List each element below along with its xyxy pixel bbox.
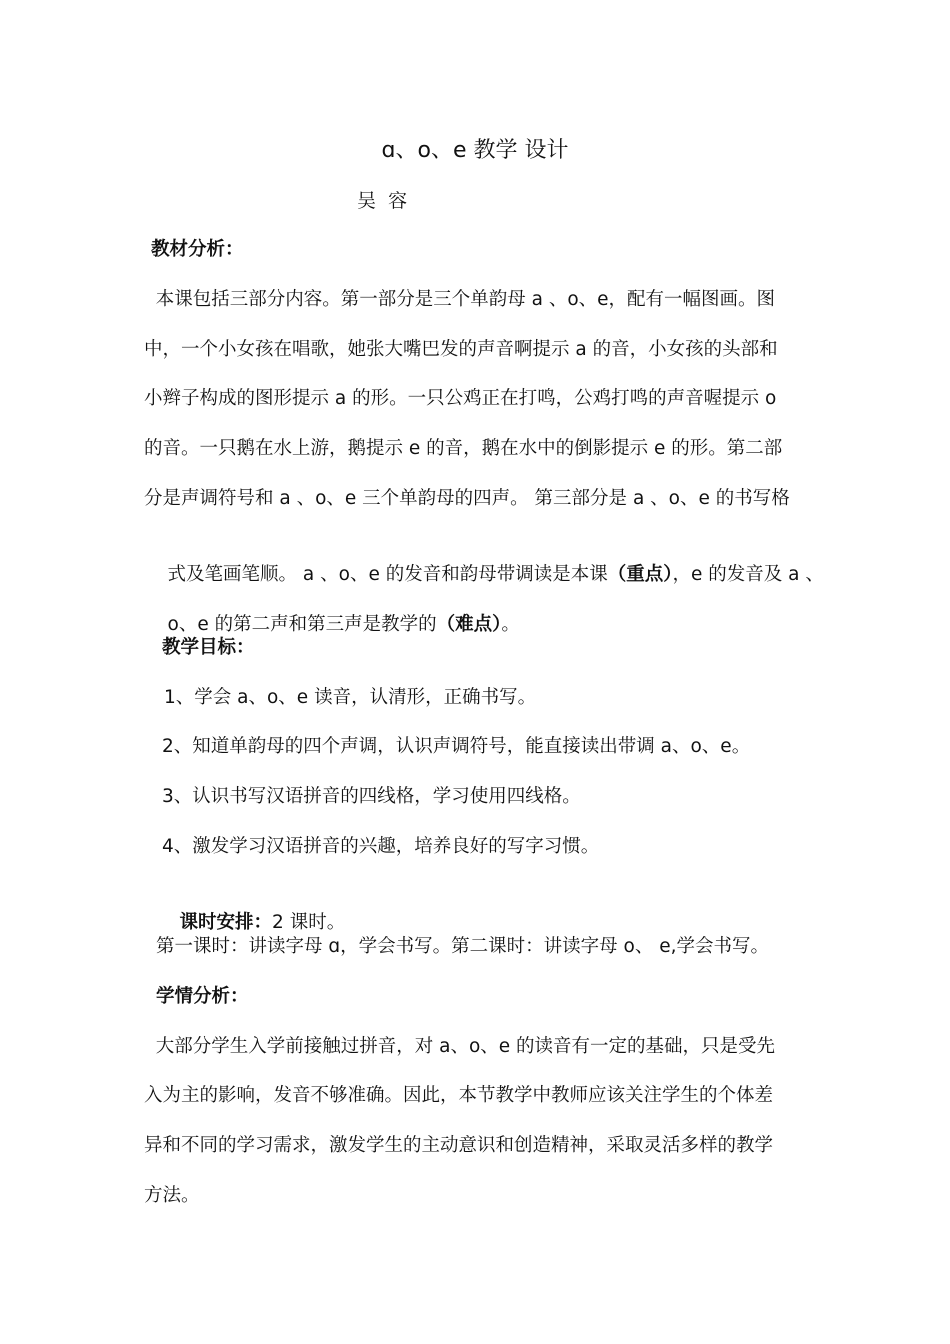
- difficulty-label: （难点）: [436, 614, 502, 635]
- schedule-detail: 第一课时：讲读字母 ɑ，学会书写。第二课时：讲读字母 o、 e,学会书写。: [156, 936, 769, 957]
- analysis-text: ，e 的发音及 a 、: [672, 564, 824, 585]
- analysis-line: 中，一个小女孩在唱歌，她张大嘴巴发的声音啊提示 a 的音，小女孩的头部和: [144, 339, 778, 360]
- analysis-line: 本课包括三部分内容。第一部分是三个单韵母 a 、o、e，配有一幅图画。图: [144, 289, 776, 310]
- goal-item: 4、激发学习汉语拼音的兴趣，培养良好的写字习惯。: [162, 836, 600, 857]
- schedule-value: 2 课时。: [272, 912, 346, 933]
- analysis-text: 式及笔画笔顺。 a 、o、e 的发音和韵母带调读是本课: [167, 564, 608, 585]
- key-point-label: （重点）: [607, 564, 673, 585]
- section-heading-schedule: 课时安排：: [179, 912, 273, 933]
- analysis-text: o、e 的第二声和第三声是教学的: [167, 614, 437, 635]
- students-line: 大部分学生入学前接触过拼音，对 a、o、e 的读音有一定的基础，只是受先: [144, 1036, 776, 1057]
- goal-item: 2、知道单韵母的四个声调，认识声调符号，能直接读出带调 a、o、e。: [162, 736, 751, 757]
- section-heading-students: 学情分析：: [156, 986, 249, 1007]
- section-heading-analysis: 教材分析：: [151, 239, 244, 260]
- students-line: 异和不同的学习需求，激发学生的主动意识和创造精神，采取灵活多样的教学: [144, 1135, 774, 1156]
- analysis-line: 分是声调符号和 a 、o、e 三个单韵母的四声。 第三部分是 a 、o、e 的书写格: [144, 488, 790, 509]
- analysis-line: 小辫子构成的图形提示 a 的形。一只公鸡正在打鸣，公鸡打鸣的声音喔提示 o: [144, 388, 777, 409]
- document-title: ɑ、o、e 教学 设计: [381, 138, 569, 163]
- section-heading-goals: 教学目标：: [162, 637, 255, 658]
- analysis-line: 的音。一只鹅在水上游，鹅提示 e 的音，鹅在水中的倒影提示 e 的形。第二部: [144, 438, 783, 459]
- students-line: 入为主的影响，发音不够准确。因此，本节教学中教师应该关注学生的个体差: [144, 1085, 774, 1106]
- students-line: 方法。: [144, 1185, 200, 1206]
- goal-item: 1、学会 a、o、e 读音，认清形，正确书写。: [164, 687, 537, 708]
- analysis-text: 。: [501, 614, 520, 635]
- goal-item: 3、认识书写汉语拼音的四线格，学习使用四线格。: [162, 786, 581, 807]
- author-name: 吴 容: [357, 190, 408, 212]
